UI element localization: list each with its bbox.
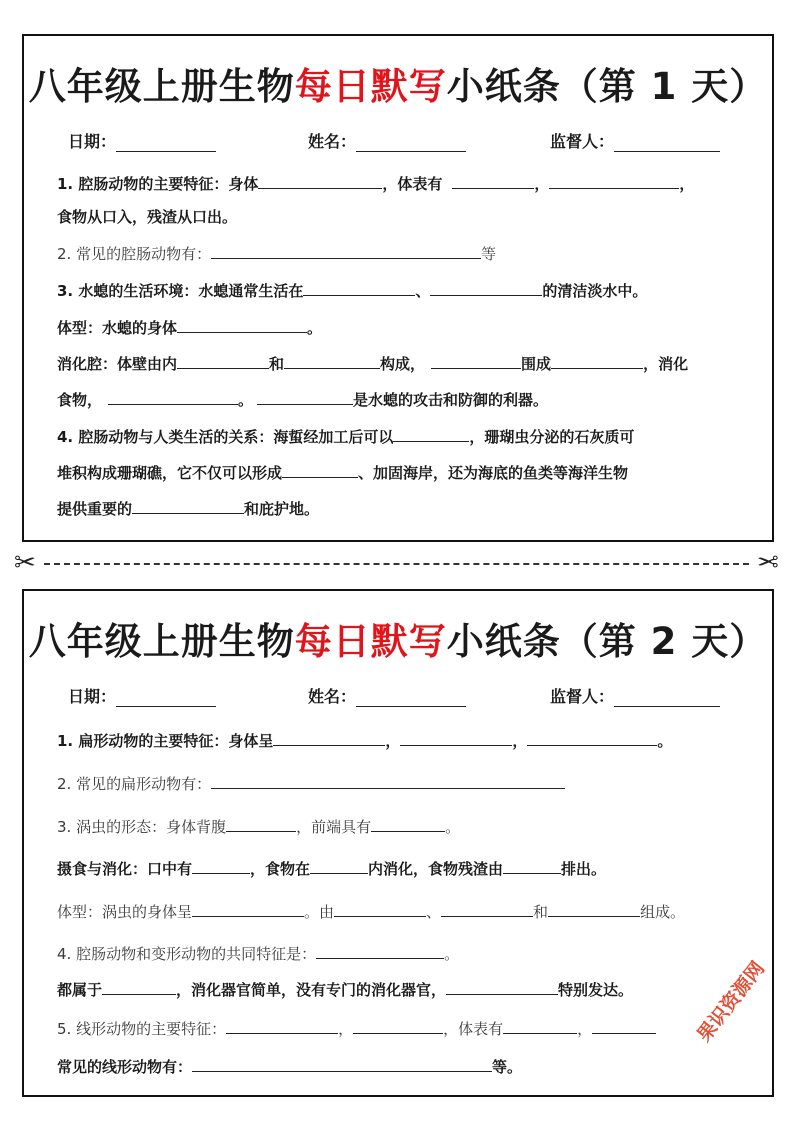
blank[interactable] — [334, 902, 426, 917]
blank[interactable] — [316, 944, 444, 959]
blank[interactable] — [446, 980, 558, 995]
supervisor-field[interactable] — [614, 135, 720, 152]
worksheet-card-day2 — [22, 589, 774, 1097]
question-line: 1. 腔肠动物的主要特征：身体 ，体表有 ， ， — [57, 175, 695, 193]
scissors-left-icon: ✂ — [14, 548, 36, 578]
blank[interactable] — [108, 390, 238, 405]
blank[interactable] — [310, 859, 368, 874]
blank[interactable] — [226, 817, 296, 832]
supervisor-field[interactable] — [614, 690, 720, 707]
blank[interactable] — [503, 859, 561, 874]
blank[interactable] — [371, 817, 445, 832]
blank[interactable] — [211, 244, 481, 259]
blank[interactable] — [549, 174, 679, 189]
blank[interactable] — [177, 354, 269, 369]
date-label: 日期： — [68, 687, 117, 706]
question-line: 摄食与消化：口中有 ，食物在 内消化，食物残渣由 排出。 — [57, 860, 607, 878]
blank[interactable] — [592, 1019, 656, 1034]
blank[interactable] — [192, 859, 250, 874]
question-line: 体型：涡虫的身体呈 。由 、 和 组成。 — [57, 903, 686, 921]
cut-line — [44, 563, 749, 565]
watermark: 果识资源网 — [693, 957, 769, 1047]
blank[interactable] — [211, 774, 565, 789]
blank[interactable] — [431, 354, 521, 369]
title-highlight: 每日默写 — [294, 65, 447, 108]
blank[interactable] — [132, 499, 244, 514]
blank[interactable] — [503, 1019, 577, 1034]
question-line: 1. 扁形动物的主要特征：身体呈 ， ， 。 — [57, 732, 673, 750]
question-line: 都属于 ，消化器官简单，没有专门的消化器官， 特别发达。 — [57, 981, 634, 999]
question-line: 常见的线形动物有： 等。 — [57, 1058, 523, 1076]
scissors-right-icon: ✂ — [757, 548, 779, 578]
card-title — [24, 611, 772, 665]
blank[interactable] — [393, 427, 469, 442]
blank[interactable] — [527, 731, 657, 746]
blank[interactable] — [257, 390, 353, 405]
blank[interactable] — [102, 980, 176, 995]
question-line: 5. 线形动物的主要特征： ， ，体表有 ， — [57, 1019, 656, 1038]
card-title — [24, 56, 772, 110]
title-text: 八年级上册生物 — [28, 620, 295, 663]
title-day: 小纸条（第 2 天） — [446, 620, 768, 663]
name-label: 姓名： — [308, 132, 357, 151]
name-field[interactable] — [356, 690, 466, 707]
question-line: 3. 涡虫的形态：身体背腹 ，前端具有 。 — [57, 818, 461, 836]
supervisor-label: 监督人： — [550, 687, 615, 706]
date-label: 日期： — [68, 132, 117, 151]
blank[interactable] — [551, 354, 643, 369]
blank[interactable] — [273, 731, 385, 746]
name-field[interactable] — [356, 135, 466, 152]
blank[interactable] — [400, 731, 512, 746]
question-line: 食物从口入，残渣从口出。 — [57, 208, 238, 226]
blank[interactable] — [192, 902, 304, 917]
blank[interactable] — [548, 902, 640, 917]
blank[interactable] — [177, 318, 307, 333]
blank[interactable] — [282, 463, 358, 478]
question-line: 2. 常见的扁形动物有： — [57, 774, 565, 793]
question-line: 堆积构成珊瑚礁，它不仅可以形成 、加固海岸，还为海底的鱼类等海洋生物 — [57, 464, 629, 482]
supervisor-label: 监督人： — [550, 132, 615, 151]
blank[interactable] — [303, 281, 415, 296]
question-line: 3. 水螅的生活环境：水螅通常生活在 、 的清洁淡水中。 — [57, 282, 648, 300]
blank[interactable] — [226, 1019, 338, 1034]
question-line: 食物， 。 是水螅的攻击和防御的利器。 — [57, 391, 549, 409]
question-line: 2. 常见的腔肠动物有： 等 — [57, 245, 497, 263]
blank[interactable] — [192, 1057, 492, 1072]
name-label: 姓名： — [308, 687, 357, 706]
title-highlight: 每日默写 — [294, 620, 447, 663]
question-line: 体型：水螅的身体 。 — [57, 319, 323, 337]
date-field[interactable] — [116, 135, 216, 152]
title-day: 小纸条（第 1 天） — [446, 65, 768, 108]
blank[interactable] — [284, 354, 380, 369]
blank[interactable] — [430, 281, 542, 296]
blank[interactable] — [258, 174, 382, 189]
question-line: 4. 腔肠动物与人类生活的关系：海蜇经加工后可以 ，珊瑚虫分泌的石灰质可 — [57, 428, 635, 446]
blank[interactable] — [452, 174, 534, 189]
date-field[interactable] — [116, 690, 216, 707]
blank[interactable] — [441, 902, 533, 917]
blank[interactable] — [353, 1019, 443, 1034]
question-line: 4. 腔肠动物和变形动物的共同特征是： 。 — [57, 945, 460, 963]
worksheet-card-day1 — [22, 34, 774, 542]
question-line: 消化腔：体壁由内 和 构成， 围成 ，消化 — [57, 355, 689, 373]
title-text: 八年级上册生物 — [28, 65, 295, 108]
question-line: 提供重要的 和庇护地。 — [57, 500, 320, 518]
